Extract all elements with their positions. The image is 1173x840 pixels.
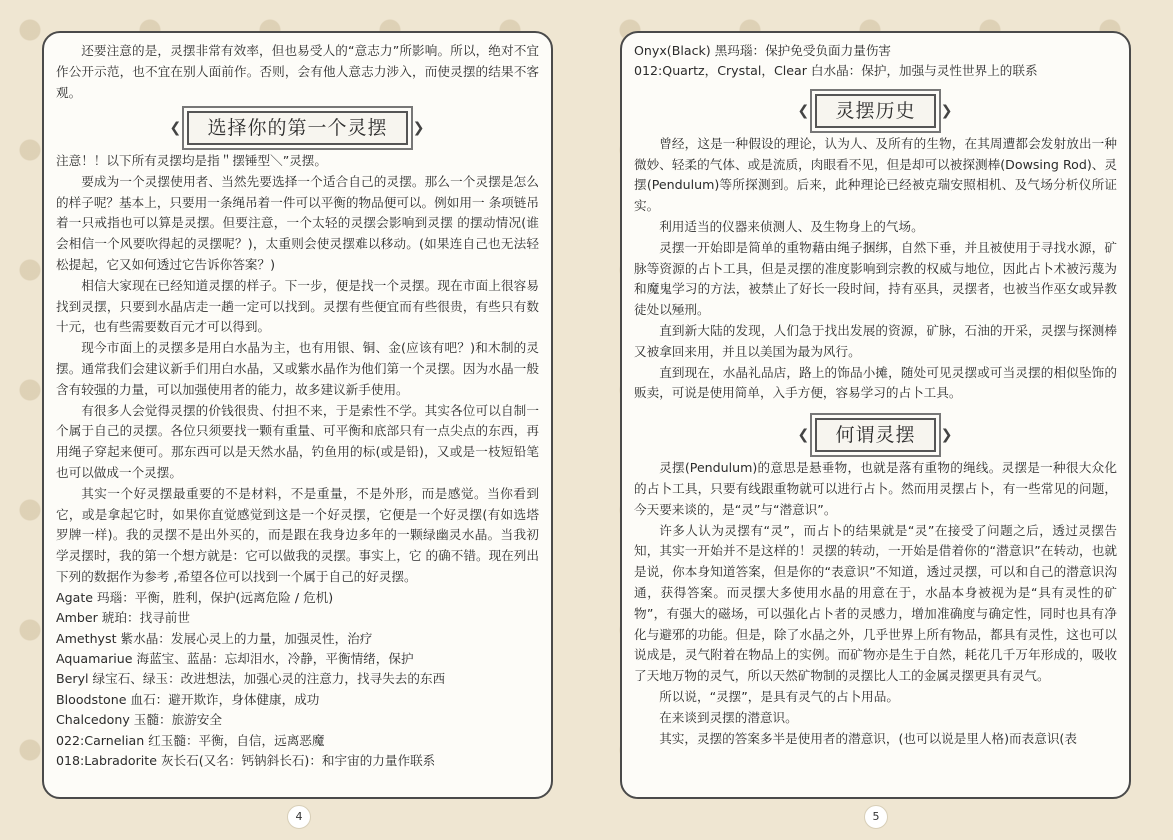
body-paragraph: 灵摆(Pendulum)的意思是悬垂物，也就是落有重物的绳线。灵摆是一种很大众化的占卜工具，只要有线跟重物就可以进行占卜。然而用灵摆占卜，有一些常见的问题，今天要来谈的，是“灵”与“潜意识”。	[634, 460, 1117, 517]
body-paragraph: 许多人认为灵摆有“灵”，而占卜的结果就是“灵”在接受了问题之后，透过灵摆告知，其实一开始并不是这样的！灵摆的转动，一开始是借着你的“潜意识”在转动，也就是说，你本身知道答案，但是你的“表意识”不知道，透过灵摆，可以和自己的潜意识沟通，获得答案。而灵摆大多使用水晶的用意在于，水晶本身被视为是“具有灵性的矿物”，有强大的磁场，可以强化占卜者的灵感力，增加准确度与确定性，同时也具有净化与避邪的功能。但是，除了水晶之外，几乎世界上所有物品，都具有灵性，这也可以说成是，灵气附着在物品上的实例。而矿物亦是生于自然，耗花几千万年形成的，吸收了天地万物的灵气，所以天然矿物制的灵摆比人工的金属灵摆更具有灵气。	[634, 522, 1117, 684]
stone-item: Chalcedony 玉髓：旅游安全	[56, 712, 222, 728]
page-number: 5	[864, 805, 888, 829]
section-heading-what	[634, 418, 1117, 452]
stone-item: Beryl 绿宝石、绿玉：改进想法，加强心灵的注意力，找寻失去的东西	[56, 671, 446, 687]
left-page	[42, 31, 553, 799]
heading-text: 灵摆历史	[835, 99, 916, 122]
body-paragraph: 曾经，这是一种假设的理论，认为人、及所有的生物，在其周遭都会发射放出一种微妙、轻柔的气体、或是流质，肉眼看不见，但是却可以被探测棒(Dowsing Rod)、灵摆(Pendulum)等所探测到。后来，此种理论已经被克瑞安照相机、及气场分析仪所证实。	[634, 135, 1117, 214]
body-paragraph: 利用适当的仪器来侦测人、及生物身上的气场。	[659, 219, 924, 234]
stone-item: Onyx(Black) 黑玛瑙：保护免受负面力量伤害	[634, 43, 892, 58]
heading-box	[797, 418, 954, 452]
stone-item: Amethyst 紫水晶：发展心灵上的力量，加强灵性，治疗	[56, 630, 373, 646]
body-paragraph: 其实一个好灵摆最重要的不是材料，不是重量，不是外形，而是感觉。当你看到它，或是拿起它时，如果你直觉感觉到这是一个好灵摆，它便是一个好灵摆(有如选塔罗牌一样)。我的灵摆不是出外买的，而是跟在我身边多年的一颗绿幽灵水晶。当我初学灵摆时，我的第一个想方就是：它可以做我的灵摆。事实上，它 的确不错。现在列出下列的数据作为参考 ,希望各位可以找到一个属于自己的好灵摆。	[56, 485, 539, 584]
stone-item: Agate 玛瑙：平衡，胜利，保护(远离危险 / 危机)	[56, 589, 334, 605]
body-paragraph: 灵摆一开始即是简单的重物藉由绳子捆绑，自然下垂，并且被使用于寻找水源，矿脉等资源的占卜工具，但是灵摆的准度影响到宗教的权威与地位，因此占卜术被污蔑为和魔鬼学习的方法，被禁止了好长一段时间，持有巫具，灵摆者，也被当作巫女或异教徒处以殛刑。	[634, 239, 1117, 318]
heading-box	[169, 111, 426, 145]
ornament-icon: ❮	[797, 427, 811, 444]
body-paragraph: 在来谈到灵摆的潜意识。	[659, 709, 798, 725]
stone-item: Bloodstone 血石：避开欺诈，身体健康，成功	[56, 691, 320, 707]
heading-text: 选择你的第一个灵摆	[207, 117, 388, 140]
ornament-icon: ❯	[940, 102, 954, 119]
ornament-icon: ❮	[797, 102, 811, 119]
body-paragraph: 有很多人会觉得灵摆的价钱很贵、付担不来，于是索性不学。其实各位可以自制一个属于自己的灵摆。各位只须要找一颗有重量、可平衡和底部只有一点尖点的东西，再用绳子穿起来便可。那东西可以是天然水晶，钓鱼用的标(或是铅)，又或是一枝短铅笔也可以做成一个灵摆。	[56, 402, 539, 480]
heading-box	[797, 94, 954, 128]
body-paragraph: 其实，灵摆的答案多半是使用者的潜意识，(也可以说是里人格)而表意识(表	[659, 730, 1077, 746]
section-heading-choose	[56, 111, 539, 145]
body-paragraph: 直到现在，水晶礼品店，路上的饰品小摊，随处可见灵摆或可当灵摆的相似坠饰的贩卖，可说是使用简单，入手方便，容易学习的占卜工具。	[634, 364, 1117, 401]
stone-item: Amber 琥珀：找寻前世	[56, 610, 190, 626]
right-page	[620, 31, 1131, 799]
note-text: 注意！！以下所有灵摆均是指＂摆锤型＼”灵摆。	[56, 153, 327, 169]
body-paragraph: 要成为一个灵摆使用者、当然先要选择一个适合自己的灵摆。那么一个灵摆是怎么的样子呢？基本上，只要用一条绳吊着一件可以平衡的物品便可以。例如用一 条项链吊着一只戒指也可以算是灵摆。但要注意，一个太轻的灵摆会影响到灵摆 的摆动情况(谁会相信一个风要吹得起的灵摆呢？)，太重则会使灵摆难以移动。(如果连自己也无法轻松提起，它又如何透过它告诉你答案？)	[56, 173, 539, 272]
body-paragraph: 现今市面上的灵摆多是用白水晶为主，也有用银、铜、金(应该有吧？)和木制的灵摆。通常我们会建议新手们用白水晶，又或紫水晶作为他们第一个灵摆。因为水晶一般含有较强的力量，可以加强使用者的能力，故多建议新手使用。	[56, 340, 539, 397]
body-paragraph: 所以说，“灵摆”，是具有灵气的占卜用品。	[659, 688, 899, 704]
heading-text: 何谓灵摆	[835, 424, 916, 447]
stone-item: Aquamariue 海蓝宝、蓝晶：忘却泪水，冷静，平衡情绪，保护	[56, 650, 414, 666]
stone-item: 018:Labradorite 灰长石(又名：钙钠斜长石)：和宇宙的力量作联系	[56, 752, 436, 768]
page-number: 4	[287, 805, 311, 829]
ornament-icon: ❯	[412, 120, 426, 137]
ornament-icon: ❯	[940, 427, 954, 444]
ornament-icon: ❮	[169, 120, 183, 137]
body-paragraph: 直到新大陆的发现，人们急于找出发展的资源，矿脉，石油的开采，灵摆与探测棒又被拿回来用，并且以美国为最为风行。	[634, 322, 1117, 359]
stone-item: 022:Carnelian 红玉髓：平衡，自信，远离恶魔	[56, 732, 325, 748]
section-heading-history	[634, 94, 1117, 128]
body-paragraph: 相信大家现在已经知道灵摆的样子。下一步，便是找一个灵摆。现在市面上很容易找到灵摆，只要到水晶店走一趟一定可以找到。灵摆有些便宜而有些很贵，有些只有数十元，也有些需要数百元才可以得到。	[56, 277, 539, 335]
intro-paragraph: 还要注意的是，灵摆非常有效率，但也易受人的“意志力”所影响。所以，绝对不宜作公开示范，也不宜在别人面前作。否则，会有他人意志力涉入，而使灵摆的结果不客观。	[56, 43, 539, 100]
stone-item: 012:Quartz，Crystal，Clear 白水晶：保护，加强与灵性世界上的联系	[634, 63, 1038, 79]
